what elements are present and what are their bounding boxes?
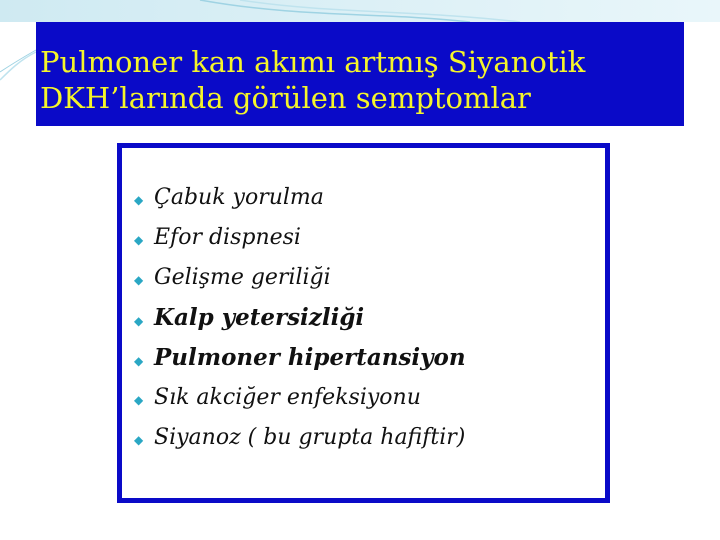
diamond-bullet-icon: ◆ [134, 354, 144, 368]
diamond-bullet-icon: ◆ [134, 233, 144, 247]
diamond-bullet-icon: ◆ [134, 433, 144, 447]
symptom-box [117, 143, 610, 503]
diamond-bullet-icon: ◆ [134, 193, 144, 207]
symptom-item [134, 338, 605, 378]
symptom-item [134, 298, 605, 338]
title-line-2: DKH’larında görülen semptomlar [40, 81, 531, 115]
diamond-bullet-icon: ◆ [134, 273, 144, 287]
symptom-text: Efor dispnesi [154, 225, 301, 250]
symptom-text: Siyanoz ( bu grupta hafiftir) [154, 425, 466, 450]
slide-title [36, 22, 684, 126]
symptom-text: Sık akciğer enfeksiyonu [154, 385, 421, 410]
symptom-text: Kalp yetersizliği [154, 304, 365, 331]
diamond-bullet-icon: ◆ [134, 393, 144, 407]
symptom-item [134, 178, 605, 218]
symptom-item [134, 378, 605, 418]
symptom-item [134, 218, 605, 258]
symptom-item [134, 418, 605, 458]
title-line-1: Pulmoner kan akımı artmış Siyanotik [40, 45, 586, 79]
symptom-text: Gelişme geriliği [154, 265, 331, 290]
symptom-text: Pulmoner hipertansiyon [154, 344, 466, 371]
symptom-text: Çabuk yorulma [154, 185, 324, 210]
diamond-bullet-icon: ◆ [134, 314, 144, 328]
symptom-item [134, 258, 605, 298]
symptom-list [134, 178, 605, 458]
